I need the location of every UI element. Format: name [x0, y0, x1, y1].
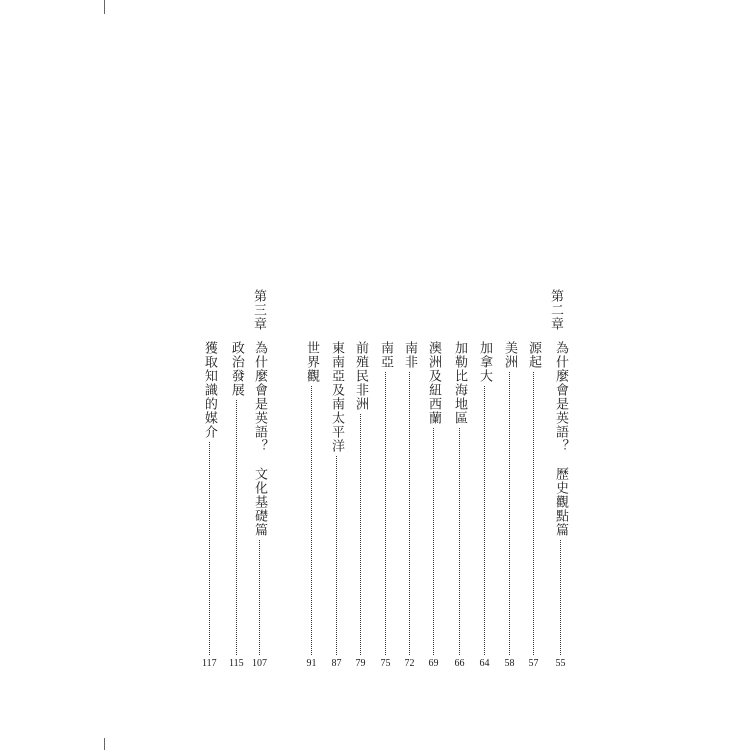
toc-title: 源起	[526, 341, 541, 369]
dot-leader	[484, 386, 485, 655]
toc-entry	[202, 341, 217, 669]
dot-leader	[459, 428, 460, 655]
dot-leader	[560, 540, 561, 655]
dot-leader	[209, 442, 210, 655]
toc-heading	[554, 341, 567, 669]
toc-entry	[305, 341, 318, 669]
chapter-label: 第二章	[548, 289, 563, 331]
toc-title: 美洲	[502, 341, 517, 369]
toc-entry	[354, 341, 367, 669]
toc-entry	[453, 341, 466, 669]
toc-entry	[527, 341, 540, 669]
dot-leader	[236, 400, 237, 655]
page-number: 107	[252, 658, 267, 669]
dot-leader	[533, 372, 534, 655]
page-number: 75	[380, 658, 391, 669]
dot-leader	[311, 386, 312, 655]
toc-entry	[503, 341, 516, 669]
toc-title: 加拿大	[477, 341, 492, 383]
toc-title: 南亞	[378, 341, 393, 369]
toc-title: 為什麼會是英語？ 文化基礎篇	[252, 341, 267, 537]
toc-entry	[379, 341, 392, 669]
toc-heading	[252, 341, 267, 669]
page-number: 66	[454, 658, 465, 669]
toc-entry	[478, 341, 491, 669]
toc-entry	[330, 341, 343, 669]
page-number: 79	[355, 658, 366, 669]
dot-leader	[385, 372, 386, 655]
toc-title: 加勒比海地區	[452, 341, 467, 425]
crop-mark-top	[104, 0, 105, 14]
chapter-label: 第三章	[251, 289, 266, 331]
toc-title: 前殖民非洲	[353, 341, 368, 411]
page-number: 64	[479, 658, 490, 669]
page-number: 91	[306, 658, 317, 669]
page-number: 57	[528, 658, 539, 669]
page-number: 55	[555, 658, 566, 669]
page-number: 115	[229, 658, 244, 669]
dot-leader	[259, 540, 260, 655]
toc-entry	[403, 341, 416, 669]
toc-title: 為什麼會是英語？ 歷史觀點篇	[553, 341, 568, 537]
toc-entry	[427, 341, 440, 669]
toc-title: 澳洲及紐西蘭	[426, 341, 441, 425]
dot-leader	[509, 372, 510, 655]
page-number: 69	[428, 658, 439, 669]
toc-title: 世界觀	[304, 341, 319, 383]
toc-title: 獲取知識的媒介	[201, 341, 217, 439]
toc-title: 東南亞及南太平洋	[329, 341, 344, 453]
dot-leader	[336, 456, 337, 655]
toc-title: 南非	[402, 341, 417, 369]
dot-leader	[360, 414, 361, 655]
page-number: 72	[404, 658, 415, 669]
dot-leader	[409, 372, 410, 655]
dot-leader	[433, 428, 434, 655]
toc-entry	[229, 341, 244, 669]
crop-mark-bottom	[104, 738, 105, 750]
toc-title: 政治發展	[228, 341, 244, 397]
page-number: 87	[331, 658, 342, 669]
page-number: 58	[504, 658, 515, 669]
page-number: 117	[202, 658, 217, 669]
